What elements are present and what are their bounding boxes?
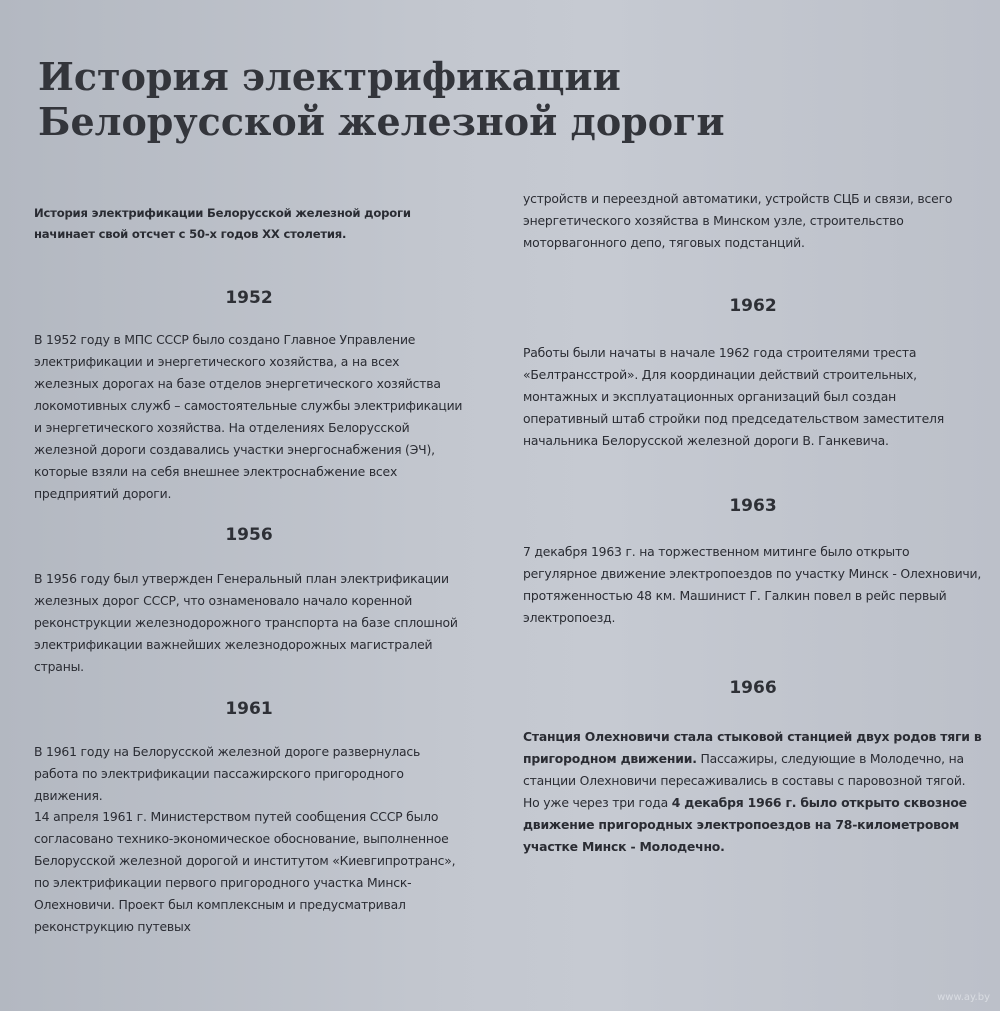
paragraph-1966-end: 4 декабря 1966 г. было открыто сквозное движение пригородных электропоездов на 78-километровом участке Минск - Молодечно. [523, 795, 967, 854]
year-heading-1952: 1952 [225, 288, 273, 308]
paragraph-1952: В 1952 году в МПС СССР было создано Главное Управление электрификации и энергетического хозяйства, а на всех железных дорогах на базе отделов энергетического хозяйства локомотивных служб – самостоятельные службы электрификации и энергетического хозяйства. На отделениях Белорусской железной дороги создавались участки энергоснабжения (ЭЧ), которые взяли на себя внешнее электроснабжение всех предприятий дороги. [34, 332, 463, 501]
title-line-1: История электрификации [38, 54, 621, 99]
year-heading-1962: 1962 [729, 296, 777, 316]
paragraph-1966-lead: Станция Олехновичи стала стыковой станцией двух родов тяги в пригородном движении. [523, 729, 982, 766]
paragraph-1966-middle: Пассажиры, следующие в Молодечно, на станции Олехновичи пересаживались в составы с паровозной тягой. Но уже через три года [523, 751, 966, 810]
paragraph-1961-b: 14 апреля 1961 г. Министерством путей сообщения СССР было согласовано технико-экономическое обоснование, выполненное Белорусской железной дорогой и институтом «Киевгипротранс», по электрификации первого пригородного участка Минск-Олехновичи. Проект был комплексным и предусматривал реконструкцию путевых [34, 809, 456, 934]
paragraph-1956: В 1956 году был утвержден Генеральный план электрификации железных дорог СССР, что ознаменовало начало коренной реконструкции железнодорожного транспорта на базе сплошной электрификации важнейших железнодорожных магистралей страны. [34, 571, 458, 674]
paragraph-1961-a: В 1961 году на Белорусской железной дороге развернулась работа по электрификации пассажирского пригородного движения. [34, 744, 421, 803]
year-heading-1966: 1966 [729, 678, 777, 698]
year-heading-1963: 1963 [729, 496, 777, 516]
year-heading-1961: 1961 [225, 699, 273, 719]
page-title [38, 54, 725, 144]
title-line-2: Белорусской железной дороги [38, 99, 725, 144]
paragraph-1962: Работы были начаты в начале 1962 года строителями треста «Белтрансстрой». Для координации действий строительных, монтажных и эксплуатационных организаций был создан оперативный штаб стройки под председательством заместителя начальника Белорусской железной дороги В. Ганкевича. [523, 345, 944, 448]
paragraph-1966 [523, 726, 983, 858]
paragraph-1961-continued: устройств и переездной автоматики, устройств СЦБ и связи, всего энергетического хозяйства в Минском узле, строительство моторвагонного депо, тяговых подстанций. [523, 191, 953, 250]
intro-paragraph: История электрификации Белорусской железной дороги начинает свой отсчет с 50-х годов XX столетия. [34, 206, 411, 241]
year-heading-1956: 1956 [225, 525, 273, 545]
paragraph-1963: 7 декабря 1963 г. на торжественном митинге было открыто регулярное движение электропоездов по участку Минск - Олехновичи, протяженностью 48 км. Машинист Г. Галкин повел в рейс первый электропоезд. [523, 544, 982, 625]
watermark: www.ay.by [937, 992, 990, 1003]
